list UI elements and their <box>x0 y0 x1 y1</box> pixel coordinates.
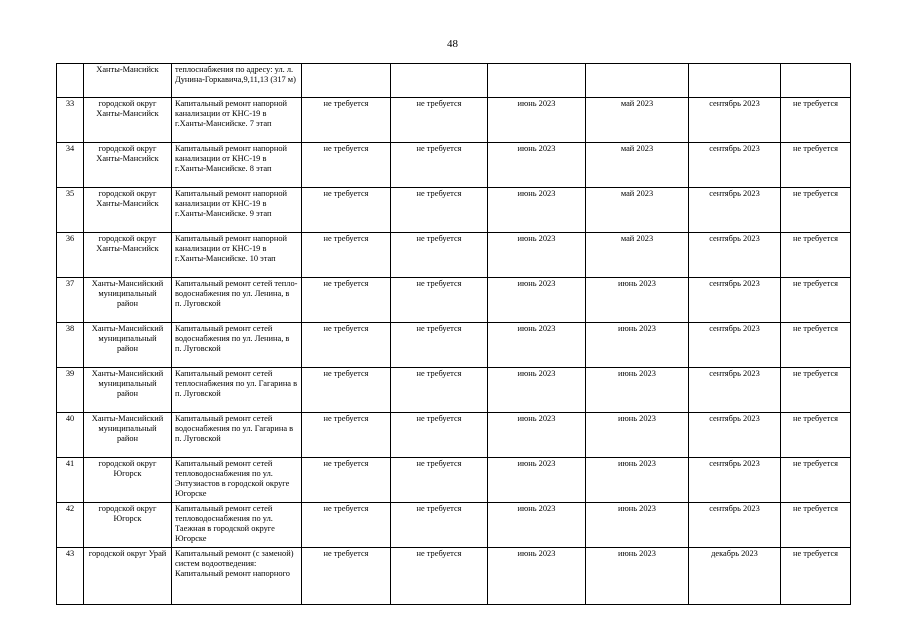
row-number: 40 <box>57 413 84 458</box>
table-row <box>57 278 851 323</box>
value-cell: сентябрь 2023 <box>689 458 781 503</box>
value-cell: май 2023 <box>586 143 689 188</box>
value-cell: июнь 2023 <box>488 503 586 548</box>
value-cell: не требуется <box>302 233 391 278</box>
value-cell: не требуется <box>781 503 851 548</box>
description-cell: Капитальный ремонт сетей тепловодоснабжения по ул. Таежная в городской округе Югорске <box>172 503 302 548</box>
value-cell: не требуется <box>391 458 488 503</box>
table-row <box>57 64 851 98</box>
value-cell: не требуется <box>781 143 851 188</box>
row-number <box>57 64 84 98</box>
value-cell: июнь 2023 <box>488 143 586 188</box>
description-cell: Капитальный ремонт сетей теплоснабжения по ул. Гагарина в п. Луговской <box>172 368 302 413</box>
municipality-cell: Ханты-Мансийский муниципальный район <box>84 278 172 323</box>
value-cell: июнь 2023 <box>586 368 689 413</box>
description-cell: Капитальный ремонт (с заменой) систем водоотведения: Капитальный ремонт напорного <box>172 548 302 605</box>
row-number: 36 <box>57 233 84 278</box>
value-cell: сентябрь 2023 <box>689 98 781 143</box>
value-cell: июнь 2023 <box>488 458 586 503</box>
value-cell: не требуется <box>781 233 851 278</box>
value-cell: сентябрь 2023 <box>689 368 781 413</box>
value-cell: не требуется <box>302 503 391 548</box>
description-cell: Капитальный ремонт сетей тепло-водоснабжения по ул. Ленина, в п. Луговской <box>172 278 302 323</box>
value-cell: не требуется <box>781 368 851 413</box>
municipality-cell: Ханты-Мансийский муниципальный район <box>84 413 172 458</box>
value-cell: не требуется <box>302 368 391 413</box>
value-cell: июнь 2023 <box>488 323 586 368</box>
table-row <box>57 368 851 413</box>
value-cell: июнь 2023 <box>586 323 689 368</box>
value-cell <box>689 64 781 98</box>
description-cell: Капитальный ремонт напорной канализации от КНС-19 в г.Ханты-Мансийске. 7 этап <box>172 98 302 143</box>
value-cell: не требуется <box>391 143 488 188</box>
municipality-cell: городской округ Урай <box>84 548 172 605</box>
value-cell: сентябрь 2023 <box>689 413 781 458</box>
table-row <box>57 503 851 548</box>
value-cell: июнь 2023 <box>586 458 689 503</box>
value-cell: июнь 2023 <box>488 278 586 323</box>
description-cell: теплоснабжения по адресу: ул. л. Дунина-Горкавича,9,11,13 (317 м) <box>172 64 302 98</box>
row-number: 35 <box>57 188 84 233</box>
value-cell <box>781 64 851 98</box>
value-cell: июнь 2023 <box>488 188 586 233</box>
value-cell: июнь 2023 <box>488 413 586 458</box>
row-number: 42 <box>57 503 84 548</box>
municipality-cell: Ханты-Мансийский муниципальный район <box>84 368 172 413</box>
value-cell: июнь 2023 <box>488 233 586 278</box>
value-cell: не требуется <box>391 188 488 233</box>
value-cell: июнь 2023 <box>586 413 689 458</box>
value-cell: не требуется <box>781 413 851 458</box>
municipality-cell: городской округ Югорск <box>84 503 172 548</box>
description-cell: Капитальный ремонт напорной канализации от КНС-19 в г.Ханты-Мансийске. 10 этап <box>172 233 302 278</box>
row-number: 39 <box>57 368 84 413</box>
description-cell: Капитальный ремонт сетей водоснабжения по ул. Гагарина в п. Луговской <box>172 413 302 458</box>
table-row <box>57 98 851 143</box>
value-cell: июнь 2023 <box>488 98 586 143</box>
row-number: 41 <box>57 458 84 503</box>
municipality-cell: городской округ Ханты-Мансийск <box>84 233 172 278</box>
value-cell: июнь 2023 <box>586 548 689 605</box>
page-number: 48 <box>447 38 458 50</box>
value-cell: не требуется <box>302 323 391 368</box>
table-body <box>57 64 851 605</box>
value-cell: не требуется <box>391 278 488 323</box>
value-cell: май 2023 <box>586 233 689 278</box>
table-row <box>57 143 851 188</box>
municipality-cell: Ханты-Мансийский муниципальный район <box>84 323 172 368</box>
value-cell: не требуется <box>781 188 851 233</box>
description-cell: Капитальный ремонт сетей водоснабжения по ул. Ленина, в п. Луговской <box>172 323 302 368</box>
row-number: 37 <box>57 278 84 323</box>
municipality-cell: Ханты-Мансийск <box>84 64 172 98</box>
row-number: 33 <box>57 98 84 143</box>
row-number: 38 <box>57 323 84 368</box>
municipality-cell: городской округ Ханты-Мансийск <box>84 143 172 188</box>
value-cell: не требуется <box>302 98 391 143</box>
row-number: 43 <box>57 548 84 605</box>
value-cell: сентябрь 2023 <box>689 503 781 548</box>
municipality-cell: городской округ Югорск <box>84 458 172 503</box>
table-row <box>57 233 851 278</box>
table-row <box>57 458 851 503</box>
row-number: 34 <box>57 143 84 188</box>
value-cell: сентябрь 2023 <box>689 188 781 233</box>
table-row <box>57 548 851 605</box>
value-cell: не требуется <box>302 143 391 188</box>
value-cell: не требуется <box>781 548 851 605</box>
value-cell: декабрь 2023 <box>689 548 781 605</box>
works-schedule-table <box>56 63 851 605</box>
value-cell: сентябрь 2023 <box>689 233 781 278</box>
value-cell: не требуется <box>391 323 488 368</box>
value-cell: не требуется <box>781 278 851 323</box>
value-cell <box>488 64 586 98</box>
value-cell: не требуется <box>391 413 488 458</box>
value-cell: не требуется <box>302 188 391 233</box>
value-cell: май 2023 <box>586 98 689 143</box>
value-cell: не требуется <box>302 548 391 605</box>
value-cell: июнь 2023 <box>488 368 586 413</box>
value-cell <box>586 64 689 98</box>
value-cell: не требуется <box>781 98 851 143</box>
description-cell: Капитальный ремонт напорной канализации от КНС-19 в г.Ханты-Мансийске. 8 этап <box>172 143 302 188</box>
value-cell: не требуется <box>391 548 488 605</box>
value-cell: июнь 2023 <box>586 278 689 323</box>
value-cell: не требуется <box>781 323 851 368</box>
table-row <box>57 413 851 458</box>
value-cell: сентябрь 2023 <box>689 323 781 368</box>
value-cell <box>391 64 488 98</box>
value-cell: не требуется <box>302 278 391 323</box>
description-cell: Капитальный ремонт напорной канализации от КНС-19 в г.Ханты-Мансийске. 9 этап <box>172 188 302 233</box>
value-cell: не требуется <box>391 98 488 143</box>
value-cell: июнь 2023 <box>488 548 586 605</box>
table-row <box>57 323 851 368</box>
description-cell: Капитальный ремонт сетей тепловодоснабжения по ул. Энтузиастов в городской округе Югорске <box>172 458 302 503</box>
value-cell: май 2023 <box>586 188 689 233</box>
value-cell: сентябрь 2023 <box>689 143 781 188</box>
municipality-cell: городской округ Ханты-Мансийск <box>84 188 172 233</box>
municipality-cell: городской округ Ханты-Мансийск <box>84 98 172 143</box>
value-cell: не требуется <box>391 368 488 413</box>
value-cell: не требуется <box>391 233 488 278</box>
value-cell: не требуется <box>302 413 391 458</box>
table-row <box>57 188 851 233</box>
value-cell: не требуется <box>781 458 851 503</box>
value-cell: не требуется <box>391 503 488 548</box>
value-cell: июнь 2023 <box>586 503 689 548</box>
value-cell <box>302 64 391 98</box>
value-cell: не требуется <box>302 458 391 503</box>
value-cell: сентябрь 2023 <box>689 278 781 323</box>
